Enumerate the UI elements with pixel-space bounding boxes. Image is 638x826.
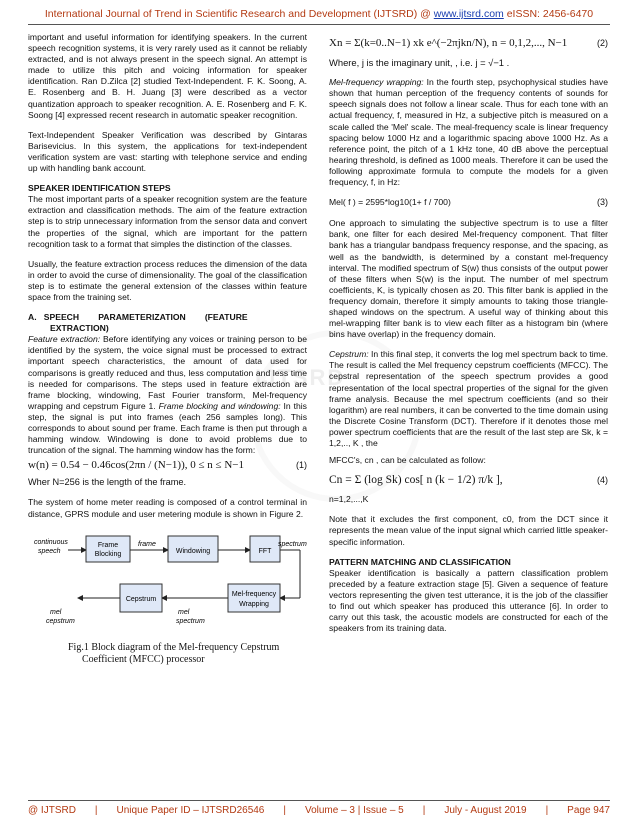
footer-divider: [28, 800, 610, 801]
label-mel-cepstrum-2: cepstrum: [46, 617, 75, 625]
header-divider: [28, 24, 610, 25]
watermark-text: IJTSRD: [255, 365, 346, 390]
paragraph: n=1,2,...,K: [329, 494, 369, 505]
inline-label: Frame blocking and windowing:: [158, 400, 281, 411]
paragraph: One approach to simulating the subjective spectrum is to use a filter bank, one filter for each desired Mel-frequency component. That filter bank has a triangular bandpass frequency response, and the spacing, as well as the bandwidth, is determined by a constant mel-frequency interval. The modified spectrum of S(w) thus consists of the output power of these filters when S(w) is the input. The number of mel spectrum coefficients, K, is typically chosen as 20. This filter bank is applied in the frequency domain, therefore it simply amounts to taking those triangle-shaped windows on the spectrum. A useful way of thinking about this mel-wrapping filter bank is to view each filter as a histogram bin (where bins have overlap) in the frequency domain.: [329, 218, 608, 340]
label-frame: frame: [138, 540, 156, 548]
frame-blocking-box: [86, 536, 130, 562]
section-heading: PATTERN MATCHING AND CLASSIFICATION: [329, 556, 511, 567]
paragraph: The most important parts of a speaker recognition system are the feature extraction and classification methods. The aim of the feature extraction step is to strip unnecessary information from the sensor data and convert the properties of the signal, which are important for the pattern recognition task to a format that simples the distinction of the classes.: [28, 194, 307, 249]
inline-label: Mel-frequency wrapping:: [329, 77, 424, 88]
inline-text: In the fourth step, psychophysical studies have shown that human perception of the frequency contents of sounds for speech signals does not follow a linear scale. Thus for each tone with an actual frequency, f, measured in Hz, a subjective pitch is measured on a scale called the 'Mel' scale. The meal-frequency scale is linear frequency spacing below 1000 Hz and a logarithmic spacing above 1000 Hz. As a reference point, the pitch of a 1 kHz tone, 40 dB above the perceptual hearing threshold, is defined as 1000 meals. Therefore it can be used the following approximate formula to compute the models for a given frequency, f, in Hz:: [329, 77, 608, 188]
subsection-heading-cont: EXTRACTION): [50, 323, 109, 334]
footer-paper-id: Unique Paper ID – IJTSRD26546: [116, 805, 265, 816]
label-mel-spectrum-2: spectrum: [176, 617, 205, 625]
footer-volume: Volume – 3 | Issue – 5: [304, 805, 404, 816]
cepstrum-label: Cepstrum: [125, 595, 157, 603]
equation-row: [329, 475, 608, 486]
equation-4: Cn = Σ (log Sk) cos[ n (k − 1/2) π/k ],: [329, 474, 503, 487]
page-footer: [28, 805, 610, 816]
mel-wrapping-label: Mel-frequency: [231, 590, 277, 598]
equation-3: Mel( f ) = 2595*log10(1+ f / 700): [329, 197, 451, 208]
paragraph: Note that it excludes the first component, c0, from the DCT since it represents the mean value of the input signal which carried little speaker-specific information.: [329, 514, 608, 547]
label-continuous-speech-2: speech: [38, 547, 61, 555]
paragraph: The system of home meter reading is composed of a control terminal in distance, GPRS module and user metering module is shown in Figure 2.: [28, 497, 307, 519]
fft-label: FFT: [258, 547, 272, 555]
equation-1: w(n) = 0.54 − 0.46cos(2πn / (N−1)), 0 ≤ n ≤ N−1: [28, 459, 244, 472]
equation-2: Xn = Σ(k=0..N−1) xk e^(−2πjkn/N), n = 0,1,2,..., N−1: [329, 37, 568, 49]
footer-site: @ IJTSRD: [28, 805, 76, 816]
paragraph: Where, j is the imaginary unit, , i.e. j = √−1 .: [329, 57, 510, 69]
journal-title: International Journal of Trend in Scientific Research and Development (IJTSRD): [44, 8, 418, 20]
right-column: [329, 32, 608, 643]
journal-header: [0, 8, 638, 20]
caption-line-2: Coefficient (MFCC) processor: [82, 653, 205, 665]
subsection-heading: A. SPEECH PARAMETERIZATION (FEATURE: [28, 312, 248, 323]
footer-sep: |: [422, 805, 426, 816]
paragraph: [28, 334, 307, 456]
equation-row: [28, 460, 307, 471]
journal-link[interactable]: www.ijtsrd.com: [433, 8, 504, 20]
equation-number: (3): [597, 197, 608, 208]
left-column: [28, 32, 307, 666]
issn: eISSN: 2456-6470: [506, 8, 594, 20]
footer-sep: |: [283, 805, 286, 816]
paragraph: Speaker identification is basically a pattern classification problem preceded by a feature extraction stage [5]. Given a sequence of feature vectors representing the given test utterance, it is the job of the classifier to find out which speaker has produced this utterance [6]. In order to carry out this task, the acoustic models are constructed for each of the speakers from its training data.: [329, 567, 608, 634]
equation-row: [329, 38, 608, 49]
footer-sep: |: [545, 805, 549, 816]
paragraph: Wher N=256 is the length of the frame.: [28, 477, 187, 488]
mel-wrapping-label-2: Wrapping: [239, 600, 269, 608]
inline-text: In this final step, it converts the log mel spectrum back to time. The result is called the Mel frequency cepstrum coefficients (MFCC). The cepstral representation of the speech spectrum provides a good representation of the local spectral properties of the signal for the given frame analysis. Because the mel spectrum coefficients (and so their logarithm) are real numbers, it can be converted to the time domain using the Discrete Cosine Transform (DCT). Therefore if it denotes those mel power spectrum coefficients that are the result of the last step are Sk, k = 1,2,.., K , the: [329, 349, 608, 448]
section-heading: SPEAKER IDENTIFICATION STEPS: [28, 183, 171, 194]
windowing-label: Windowing: [175, 547, 211, 555]
paragraph: MFCC's, cn , can be calculated as follow:: [329, 455, 486, 466]
label-mel-cepstrum: mel: [50, 608, 62, 616]
paragraph: Usually, the feature extraction process reduces the dimension of the data in order to avoid the curse of dimensionality. The goal of the classification step is to estimate the general extension of the classes within feature space from the training set.: [28, 258, 307, 302]
figure-caption: [28, 642, 307, 666]
footer-page: Page 947: [567, 805, 610, 816]
caption-line-1: Fig.1 Block diagram of the Mel-frequency Cepstrum: [68, 641, 280, 653]
label-spectrum: spectrum: [278, 540, 307, 548]
equation-row: [329, 197, 608, 208]
at-sign: @: [420, 8, 431, 20]
equation-number: (2): [597, 38, 608, 48]
inline-text: In this step, the signal is put into frames (each 256 samples long). This corresponds to about sound per frame. Each frame is then put through a hamming window. Windowing is done to avoid problems due to truncation of the signal. The hamming window has the form:: [28, 400, 307, 456]
frame-blocking-label: Frame: [97, 541, 119, 549]
inline-label: Cepstrum:: [329, 349, 369, 360]
footer-sep: |: [94, 805, 98, 816]
inline-label: Feature extraction:: [28, 334, 101, 345]
paragraph: important and useful information for identifying speakers. In the current speech recognition systems, it is very rarely used as it cannot be reliably extracted, and is not always present in the speech signal. An attempt is made to utilize this pitch and voicing information for speaker identification. Ran D.Zilca [2] studied Text-Independent. F. K. Soong, A. E. Rosenberg and B. H. Juang [3] were described as a vector quantization approach to speaker recognition. A. E. Rosenberg and F. K. Soong [4] expressed recent research in automatic speaker recognition.: [28, 32, 307, 120]
label-continuous-speech: continuous: [34, 538, 68, 546]
label-mel-spectrum: mel: [178, 608, 190, 616]
footer-date: July - August 2019: [444, 805, 527, 816]
equation-number: (1): [296, 460, 307, 471]
paragraph: Text-Independent Speaker Verification was described by Gintaras Barisevicius. In this system, the applications for text-independent verification system are vast: starting with telephone service and ending up with handling bank account.: [28, 129, 307, 174]
paragraph: [329, 77, 608, 188]
paragraph: [329, 349, 608, 449]
inline-text: Before identifying any voices or training person to be identified by the system, the voice signal must be processed to extract important speech characteristics, the amount of data used for comparisons is greatly reduced and thus, less computation and less time is needed for comparisons. The steps used in feature extraction are frame blocking, windowing, Fast Fourier transform, Mel-frequency wrapping and cepstrum Figure 1.: [28, 334, 307, 411]
equation-number: (4): [597, 475, 608, 486]
frame-blocking-label-2: Blocking: [94, 550, 122, 558]
